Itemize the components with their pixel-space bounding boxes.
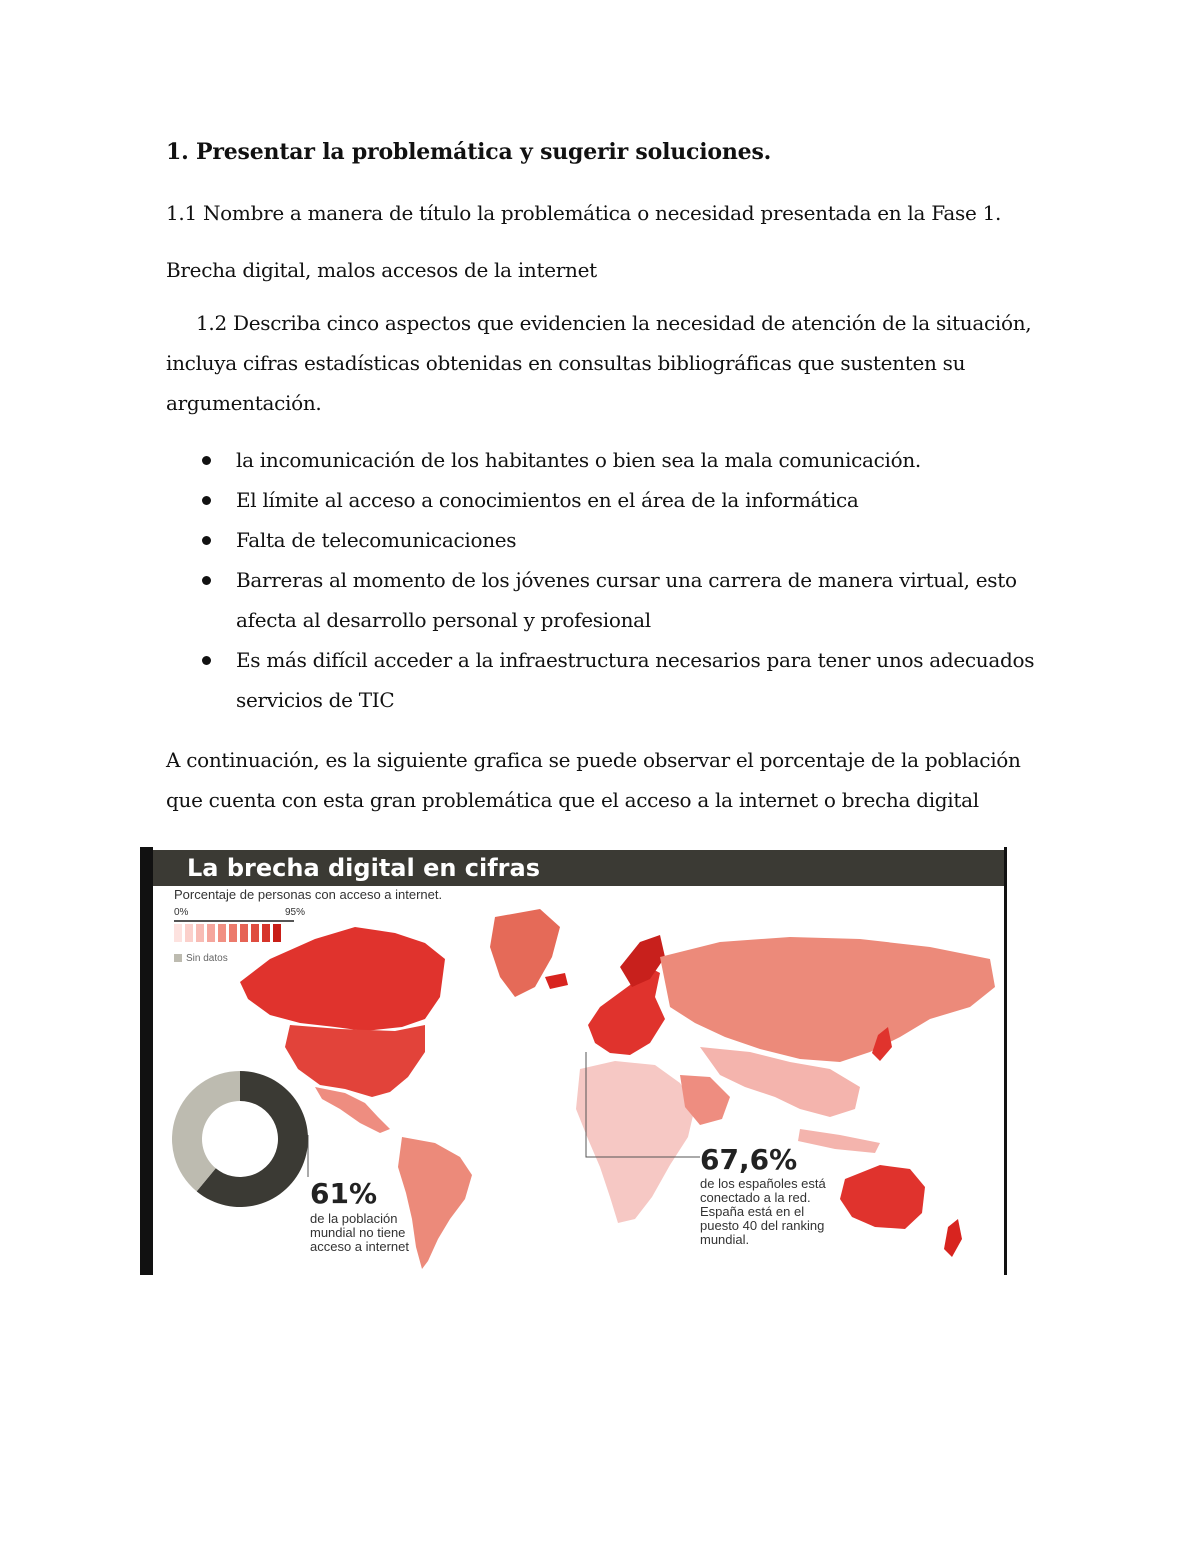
list-item: El límite al acceso a conocimientos en el área de la informática — [166, 480, 1046, 520]
legend-nodata: Sin datos — [174, 953, 228, 964]
continuation-paragraph: A continuación, es la siguiente grafica se puede observar el porcentaje de la población que cuenta con esta gran problemática que el acceso a la internet o brecha digital — [166, 748, 1021, 812]
donut-slice — [172, 1071, 240, 1191]
legend-swatch — [273, 924, 281, 942]
australia-shape — [840, 1165, 925, 1229]
legend-swatch — [240, 924, 248, 942]
world-stat-value: 61% — [310, 1177, 378, 1210]
donut-chart — [172, 1071, 308, 1207]
europe-shape — [588, 965, 665, 1055]
legend-swatch — [196, 924, 204, 942]
bullet-icon — [202, 456, 211, 465]
section-heading: 1. Presentar la problemática y sugerir soluciones. — [166, 139, 772, 165]
legend-color-scale — [174, 924, 281, 944]
bullet-icon — [202, 576, 211, 585]
bullet-icon — [202, 496, 211, 505]
world-stat-text: de la población mundial no tiene acceso a internet — [310, 1211, 410, 1254]
right-border — [1004, 847, 1007, 1275]
aspects-list — [166, 440, 1046, 720]
legend-swatch — [251, 924, 259, 942]
list-item: Falta de telecomunicaciones — [166, 520, 1046, 560]
list-item: la incomunicación de los habitantes o bien sea la mala comunicación. — [166, 440, 1046, 480]
list-item: Barreras al momento de los jóvenes cursar una carrera de manera virtual, esto afecta al desarrollo personal y profesional — [166, 560, 1046, 640]
legend-swatch — [185, 924, 193, 942]
indonesia-shape — [798, 1129, 880, 1153]
infographic-subtitle: Porcentaje de personas con acceso a internet. — [174, 887, 443, 902]
question-1-2: 1.2 Describa cinco aspectos que evidencien la necesidad de atención de la situación, incluya cifras estadísticas obtenidas en consultas bibliográficas que sustenten su argumentación. — [166, 311, 1032, 415]
world-map-illustration — [140, 847, 1007, 1275]
spain-stat-text: de los españoles está conectado a la red. España está en el puesto 40 del ranking mundial. — [700, 1176, 826, 1247]
problem-title: Brecha digital, malos accesos de la internet — [166, 258, 597, 282]
spain-stat-value: 67,6% — [700, 1143, 798, 1176]
bullet-icon — [202, 656, 211, 665]
infographic-title: La brecha digital en cifras — [187, 854, 540, 882]
question-1-1: 1.1 Nombre a manera de título la problemática o necesidad presentada en la Fase 1. — [166, 201, 1002, 225]
legend-swatch — [174, 924, 182, 942]
legend-scale-line — [174, 920, 294, 922]
bullet-icon — [202, 536, 211, 545]
infographic — [140, 847, 1007, 1275]
legend-swatch — [218, 924, 226, 942]
legend-swatch — [229, 924, 237, 942]
asia-shape — [660, 937, 995, 1062]
list-item: Es más difícil acceder a la infraestructura necesarios para tener unos adecuados servicios de TIC — [166, 640, 1046, 720]
africa-shape — [576, 1061, 695, 1223]
infographic-title-bar — [153, 850, 1004, 886]
iceland-shape — [545, 973, 568, 989]
legend-max-label: 95% — [285, 907, 306, 918]
legend-min-label: 0% — [174, 907, 189, 918]
usa-shape — [285, 1025, 425, 1097]
nodata-swatch — [174, 954, 182, 962]
legend-swatch — [207, 924, 215, 942]
left-border — [140, 847, 153, 1275]
legend-swatch — [262, 924, 270, 942]
new-zealand-shape — [944, 1219, 962, 1257]
